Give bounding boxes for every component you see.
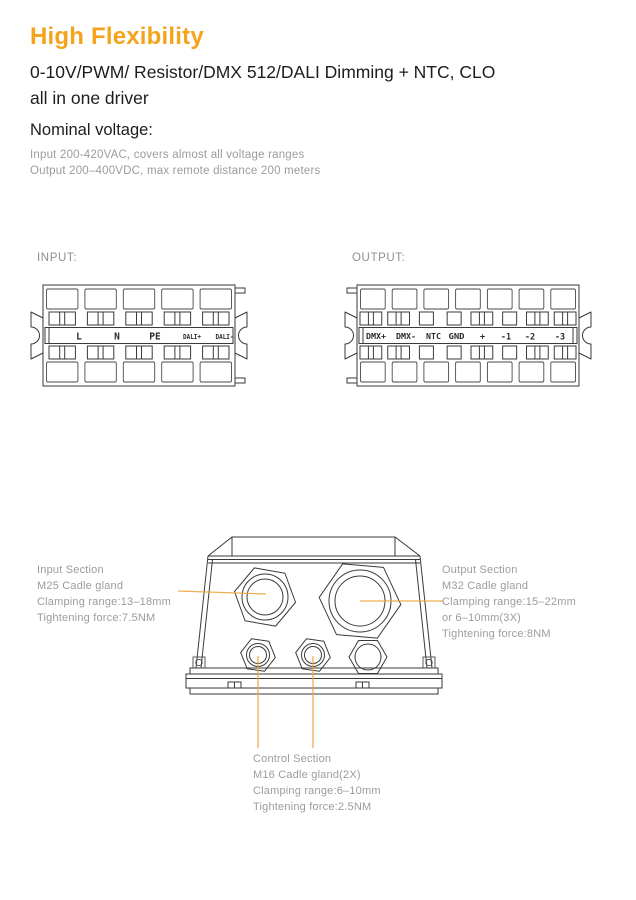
enclosure-body xyxy=(196,556,432,668)
output-pin-label: -1 xyxy=(500,332,512,343)
input-bottom-cells xyxy=(47,362,232,382)
output-section-clamping: Clamping range:15–22mm xyxy=(442,596,577,608)
output-label-strip xyxy=(359,328,577,344)
output-pin-label: DMX+ xyxy=(366,332,387,341)
input-section-clamping: Clamping range:13–18mm xyxy=(37,596,172,608)
enclosure-top-face xyxy=(208,537,420,563)
hex-plug xyxy=(349,641,387,674)
input-top-tab xyxy=(235,288,245,293)
output-top-tab xyxy=(347,288,357,293)
input-bottom-tab xyxy=(235,378,245,383)
output-bottom-contacts xyxy=(360,346,576,359)
output-section-annotation xyxy=(442,562,607,642)
output-top-contacts xyxy=(360,312,576,325)
input-voltage-spec: Input 200-420VAC, covers almost all voltage ranges xyxy=(30,149,305,161)
output-pin-label: + xyxy=(479,332,486,343)
output-right-clip xyxy=(579,312,591,359)
control-section-clamping: Clamping range:6–10mm xyxy=(253,785,381,797)
output-section-gland: M32 Cadle gland xyxy=(442,580,529,592)
input-pin-label: N xyxy=(114,331,120,343)
control-section-gland: M16 Cadle gland(2X) xyxy=(253,769,361,781)
input-pin-label: PE xyxy=(149,331,161,343)
nominal-voltage-heading: Nominal voltage: xyxy=(30,121,153,139)
input-right-clip xyxy=(235,312,247,359)
m25-input-gland xyxy=(230,565,300,629)
page-title: High Flexibility xyxy=(30,23,204,50)
output-bottom-tab xyxy=(347,378,357,383)
input-pin-label: DALI- xyxy=(215,333,234,341)
output-pin-label: DMX- xyxy=(396,332,416,341)
output-pin-label: -3 xyxy=(554,332,566,343)
output-terminal-diagram xyxy=(342,282,594,392)
control-section-annotation xyxy=(253,751,428,815)
output-section-force: Tightening force:8NM xyxy=(442,628,551,640)
input-terminal-diagram xyxy=(28,282,250,392)
subtitle-line-2: all in one driver xyxy=(30,88,149,108)
output-pin-label: NTC xyxy=(426,332,441,341)
output-diagram-label: OUTPUT: xyxy=(352,252,406,264)
control-section-force: Tightening force:2.5NM xyxy=(253,801,372,813)
output-left-clip xyxy=(345,312,357,359)
control-section-title: Control Section xyxy=(253,753,332,765)
output-terminal-body xyxy=(345,285,591,386)
nominal-voltage-specs xyxy=(30,147,320,179)
output-voltage-spec: Output 200–400VDC, max remote distance 200 meters xyxy=(30,165,321,177)
enclosure-base-plate xyxy=(186,668,442,694)
output-pin-label: GND xyxy=(448,332,466,341)
input-bottom-contacts xyxy=(49,346,229,359)
input-label-strip xyxy=(45,328,233,344)
input-terminal-body xyxy=(31,285,247,386)
output-bottom-cells xyxy=(361,362,576,382)
leader-line-input xyxy=(178,591,266,594)
input-section-gland: M25 Cadle gland xyxy=(37,580,124,592)
input-section-annotation xyxy=(37,562,187,626)
input-pin-label: L xyxy=(76,331,82,343)
output-pin-label: -2 xyxy=(524,332,536,343)
subtitle-line-1: 0-10V/PWM/ Resistor/DMX 512/DALI Dimming + NTC, CLO xyxy=(30,62,496,82)
driver-enclosure-diagram xyxy=(170,528,460,750)
output-section-title: Output Section xyxy=(442,564,518,576)
input-pin-label: DALI+ xyxy=(183,333,201,341)
input-left-clip xyxy=(31,312,43,359)
input-top-contacts xyxy=(49,312,229,325)
input-section-title: Input Section xyxy=(37,564,104,576)
output-top-cells xyxy=(361,289,576,309)
output-section-clamping-alt: or 6–10mm(3X) xyxy=(442,612,522,624)
input-section-force: Tightening force:7.5NM xyxy=(37,612,156,624)
input-diagram-label: INPUT: xyxy=(37,252,78,264)
page-subtitle xyxy=(30,59,495,111)
input-top-cells xyxy=(47,289,232,309)
